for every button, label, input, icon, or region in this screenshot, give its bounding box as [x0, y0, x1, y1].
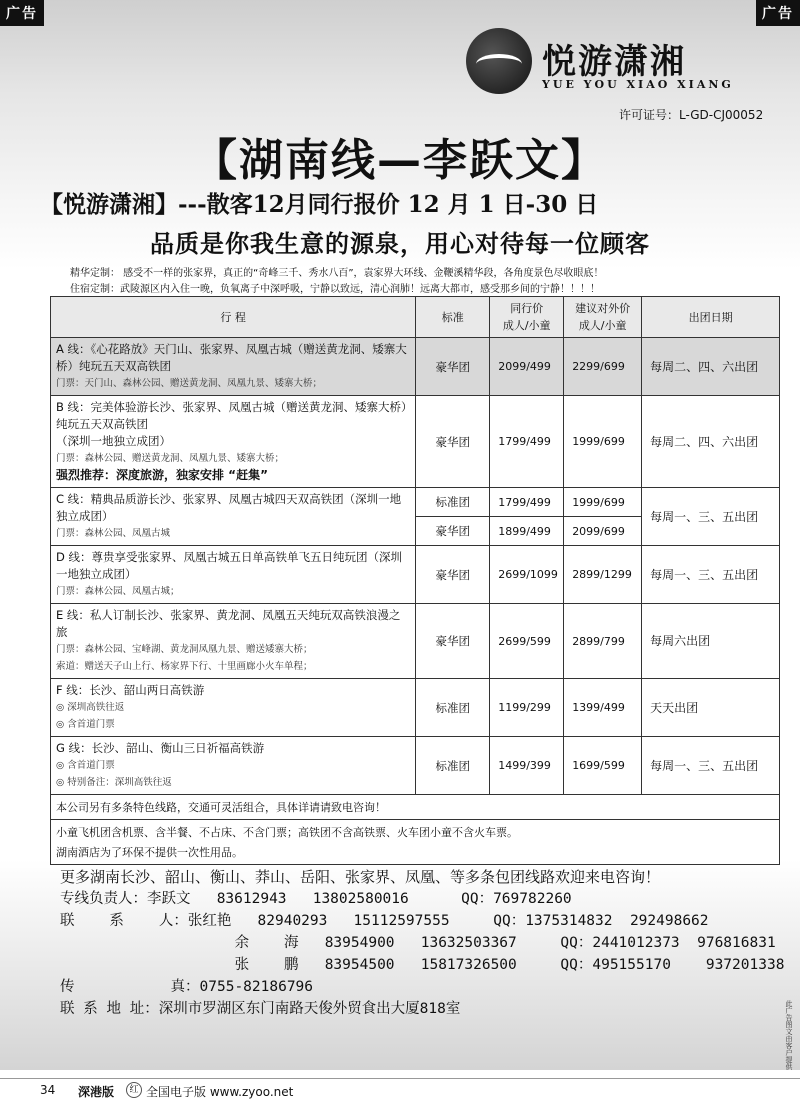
standard-cell: 豪华团	[416, 338, 490, 396]
standard-cell: 豪华团	[416, 517, 490, 546]
peer-price-cell: 1199/299	[490, 679, 564, 737]
page-footer	[0, 1078, 800, 1101]
contact-section	[60, 866, 790, 1020]
suggest-price-cell: 2899/1299	[564, 546, 642, 604]
standard-cell: 标准团	[416, 488, 490, 517]
license-number: 许可证号：L-GD-CJ00052	[619, 108, 764, 122]
page-title: 【湖南线—李跃文】	[193, 135, 607, 186]
standard-cell: 标准团	[416, 679, 490, 737]
contact-fax: 传 真：0755-82186796	[60, 979, 314, 995]
header-suggest-price: 建议对外价 成人/小童	[564, 297, 642, 338]
slogan: 品质是你我生意的源泉，用心对待每一位顾客	[150, 229, 650, 258]
table-row	[51, 604, 780, 679]
contact-person-3: 张 鹏 83954500 15817326500 QQ：495155170 937201338	[60, 957, 785, 973]
price-table	[50, 296, 780, 865]
subtitle-text: ---散客12月同行报价 12 月 1 日-30 日	[178, 191, 599, 218]
header-route: 行 程	[51, 297, 416, 338]
header-date: 出团日期	[642, 297, 780, 338]
route-cell: G 线：长沙、韶山、衡山三日祈福高铁游 ◎ 含首道门票 ◎ 特别备注：深圳高铁往返	[51, 737, 416, 795]
standard-cell: 豪华团	[416, 604, 490, 679]
ad-label-left: 广告	[0, 0, 44, 26]
table-row	[51, 488, 780, 517]
mountain-logo-icon	[466, 28, 532, 94]
brand-logo	[456, 22, 756, 104]
table-row	[51, 338, 780, 396]
peer-price-cell: 2699/1099	[490, 546, 564, 604]
suggest-price-cell: 2899/799	[564, 604, 642, 679]
date-cell: 天天出团	[642, 679, 780, 737]
page-number: 34	[40, 1083, 56, 1097]
table-row	[51, 546, 780, 604]
logo-english-name: YUE YOU XIAO XIANG	[542, 78, 734, 91]
date-cell: 每周二、四、六出团	[642, 338, 780, 396]
table-header-row	[51, 297, 780, 338]
price-subtitle	[40, 186, 780, 219]
suggest-price-cell: 1399/499	[564, 679, 642, 737]
note-accommodation: 住宿定制：武陵源区内入住一晚，负氧离子中深呼吸，宁静以致远，清心润肺！远离大都市，感受那乡间的宁静！！！！	[70, 284, 600, 295]
suggest-price-cell: 1999/699	[564, 396, 642, 488]
suggest-price-cell: 1699/599	[564, 737, 642, 795]
date-cell: 每周二、四、六出团	[642, 396, 780, 488]
logo-chinese-name: 悦游潇湘	[542, 42, 686, 82]
peer-price-cell: 1499/399	[490, 737, 564, 795]
route-cell: B 线：完美体验游长沙、张家界、凤凰古城（赠送黄龙洞、矮寨大桥）纯玩五天双高铁团 （深圳一地独立成团） 门票：森林公园、赠送黄龙洞、凤凰九景、矮寨大桥； 强烈推荐：深度旅游，独家安排 “赶集”	[51, 396, 416, 488]
peer-price-cell: 1799/499	[490, 488, 564, 517]
standard-cell: 豪华团	[416, 546, 490, 604]
subtitle-brand: 【悦游潇湘】	[40, 192, 178, 218]
suggest-price-cell: 2299/699	[564, 338, 642, 396]
route-cell: A 线：《心花路放》天门山、张家界、凤凰古城（赠送黄龙洞、矮寨大桥）纯玩五天双高铁团 门票：天门山、森林公园、赠送黄龙洞、凤凰九景、矮寨大桥；	[51, 338, 416, 396]
route-cell: E 线：私人订制长沙、张家界、黄龙洞、凤凰五天纯玩双高铁浪漫之旅 门票：森林公园、宝峰湖、黄龙洞凤凰九景、赠送矮寨大桥； 索道：赠送天子山上行、杨家界下行、十里画廊小火车单程；	[51, 604, 416, 679]
suggest-price-cell: 2099/699	[564, 517, 642, 546]
date-cell: 每周一、三、五出团	[642, 488, 780, 546]
peer-price-cell: 2699/599	[490, 604, 564, 679]
date-cell: 每周一、三、五出团	[642, 546, 780, 604]
contact-more-routes: 更多湖南长沙、韶山、衡山、莽山、岳阳、张家界、凤凰、等多条包团线路欢迎来电咨询！	[60, 868, 661, 886]
footer-note-child: 小童飞机团含机票、含半餐、不占床、不含门票；高铁团不含高铁票、火车团小童不含火车票。 湖南酒店为了环保不提供一次性用品。	[51, 820, 780, 865]
table-row	[51, 737, 780, 795]
edition-label: 深港版	[78, 1085, 115, 1099]
table-row	[51, 396, 780, 488]
contact-person-1: 联 系 人：张红艳 82940293 15112597555 QQ：1375314832 292498662	[60, 913, 709, 929]
table-footer-row	[51, 795, 780, 820]
route-cell: D 线：尊贵享受张家界、凤凰古城五日单高铁单飞五日纯玩团（深圳一地独立成团） 门票：森林公园、凤凰古城；	[51, 546, 416, 604]
peer-price-cell: 1899/499	[490, 517, 564, 546]
route-cell: F 线：长沙、韶山两日高铁游 ◎ 深圳高铁往返 ◎ 含首道门票	[51, 679, 416, 737]
date-cell: 每周一、三、五出团	[642, 737, 780, 795]
suggest-price-cell: 1999/699	[564, 488, 642, 517]
date-cell: 每周六出团	[642, 604, 780, 679]
route-cell: C 线：精典品质游长沙、张家界、凤凰古城四天双高铁团（深圳一地独立成团） 门票：森林公园、凤凰古城	[51, 488, 416, 546]
contact-person-2: 余 海 83954900 13632503367 QQ：2441012373 976816831	[60, 935, 776, 951]
standard-cell: 豪华团	[416, 396, 490, 488]
edition-badge-icon: 红	[126, 1082, 142, 1098]
contact-address: 联 系 地 址：深圳市罗湖区东门南路天俊外贸食出大厦818室	[60, 1001, 461, 1017]
table-footer-row	[51, 820, 780, 865]
peer-price-cell: 1799/499	[490, 396, 564, 488]
peer-price-cell: 2099/499	[490, 338, 564, 396]
ad-label-right: 广告	[756, 0, 800, 26]
contact-manager: 专线负责人：李跃文 83612943 13802580016 QQ：769782260	[60, 891, 572, 907]
header-standard: 标准	[416, 297, 490, 338]
standard-cell: 标准团	[416, 737, 490, 795]
footer-note-routes: 本公司另有多条特色线路，交通可灵活组合，具体详请请致电咨询！	[51, 795, 780, 820]
table-row	[51, 679, 780, 737]
side-note: 此广告图文由客户提供	[785, 1000, 793, 1070]
header-peer-price: 同行价 成人/小童	[490, 297, 564, 338]
website-link[interactable]: 全国电子版 www.zyoo.net	[146, 1085, 294, 1099]
note-highlight: 精华定制： 感受不一样的张家界，真正的“奇峰三千、秀水八百”，袁家界大环线、金鞭溪精华段，各角度景色尽收眼底！	[70, 268, 604, 279]
